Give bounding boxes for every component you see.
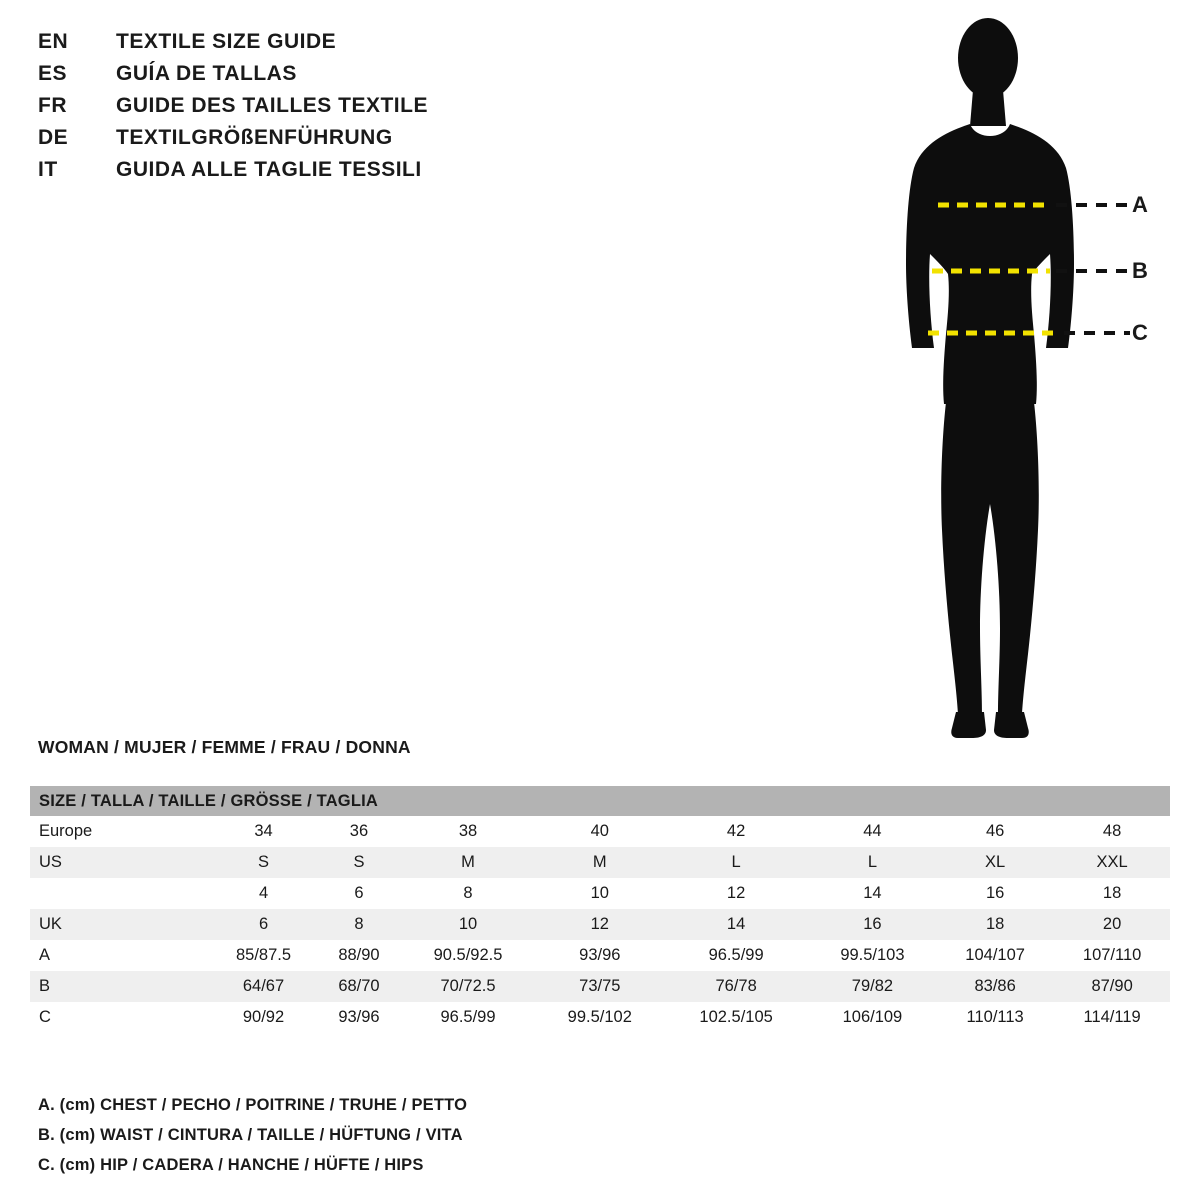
measure-label-c: C xyxy=(1132,320,1148,345)
cell-uk-7: 20 xyxy=(1054,909,1170,940)
cell-usnum-5: 14 xyxy=(809,878,936,909)
cell-uk-3: 12 xyxy=(536,909,663,940)
footnote-waist: B. (cm) WAIST / CINTURA / TAILLE / HÜFTUNG / VITA xyxy=(38,1126,463,1144)
cell-c-6: 110/113 xyxy=(936,1002,1054,1033)
row-label-us: US xyxy=(30,847,209,878)
cell-uk-0: 6 xyxy=(209,909,318,940)
title-lang-es: ES xyxy=(38,62,68,85)
cell-c-5: 106/109 xyxy=(809,1002,936,1033)
title-text-es: GUÍA DE TALLAS xyxy=(116,62,297,85)
cell-c-1: 93/96 xyxy=(318,1002,400,1033)
cell-us-0: S xyxy=(209,847,318,878)
cell-usnum-4: 12 xyxy=(663,878,808,909)
cell-europe-1: 36 xyxy=(318,816,400,847)
table-row xyxy=(30,971,1170,1002)
row-label-uk: UK xyxy=(30,909,209,940)
cell-europe-6: 46 xyxy=(936,816,1054,847)
cell-a-6: 104/107 xyxy=(936,940,1054,971)
cell-c-0: 90/92 xyxy=(209,1002,318,1033)
cell-c-4: 102.5/105 xyxy=(663,1002,808,1033)
cell-europe-0: 34 xyxy=(209,816,318,847)
row-label-c: C xyxy=(30,1002,209,1033)
table-header-row xyxy=(30,786,1170,816)
cell-uk-4: 14 xyxy=(663,909,808,940)
table-header-cell: SIZE / TALLA / TAILLE / GRÖSSE / TAGLIA xyxy=(30,786,1170,816)
table-row xyxy=(30,940,1170,971)
title-lang-fr: FR xyxy=(38,94,67,117)
title-row-it xyxy=(38,158,598,190)
row-label-europe: Europe xyxy=(30,816,209,847)
cell-b-7: 87/90 xyxy=(1054,971,1170,1002)
cell-europe-3: 40 xyxy=(536,816,663,847)
row-label-us-numeric xyxy=(30,878,209,909)
table-row xyxy=(30,1002,1170,1033)
cell-usnum-0: 4 xyxy=(209,878,318,909)
cell-c-2: 96.5/99 xyxy=(400,1002,536,1033)
title-text-de: TEXTILGRÖßENFÜHRUNG xyxy=(116,126,393,149)
cell-usnum-2: 8 xyxy=(400,878,536,909)
cell-a-5: 99.5/103 xyxy=(809,940,936,971)
cell-a-4: 96.5/99 xyxy=(663,940,808,971)
table-row xyxy=(30,847,1170,878)
cell-us-3: M xyxy=(536,847,663,878)
title-block xyxy=(38,30,598,190)
table-row xyxy=(30,909,1170,940)
silhouette-icon xyxy=(860,18,1190,748)
cell-usnum-6: 16 xyxy=(936,878,1054,909)
cell-c-3: 99.5/102 xyxy=(536,1002,663,1033)
title-lang-de: DE xyxy=(38,126,69,149)
title-text-en: TEXTILE SIZE GUIDE xyxy=(116,30,337,53)
cell-us-2: M xyxy=(400,847,536,878)
cell-europe-7: 48 xyxy=(1054,816,1170,847)
measure-label-b: B xyxy=(1132,258,1148,283)
title-text-it: GUIDA ALLE TAGLIE TESSILI xyxy=(116,158,422,181)
title-row-fr xyxy=(38,94,598,126)
table-row xyxy=(30,878,1170,909)
section-heading-woman: WOMAN / MUJER / FEMME / FRAU / DONNA xyxy=(38,737,411,757)
cell-us-1: S xyxy=(318,847,400,878)
title-row-en xyxy=(38,30,598,62)
cell-c-7: 114/119 xyxy=(1054,1002,1170,1033)
cell-usnum-3: 10 xyxy=(536,878,663,909)
cell-a-3: 93/96 xyxy=(536,940,663,971)
title-row-de xyxy=(38,126,598,158)
female-silhouette-figure xyxy=(860,18,1190,748)
cell-uk-6: 18 xyxy=(936,909,1054,940)
footnotes xyxy=(38,1090,738,1180)
title-lang-en: EN xyxy=(38,30,69,53)
cell-us-7: XXL xyxy=(1054,847,1170,878)
cell-b-2: 70/72.5 xyxy=(400,971,536,1002)
cell-europe-2: 38 xyxy=(400,816,536,847)
cell-uk-2: 10 xyxy=(400,909,536,940)
cell-b-0: 64/67 xyxy=(209,971,318,1002)
cell-usnum-7: 18 xyxy=(1054,878,1170,909)
row-label-b: B xyxy=(30,971,209,1002)
footnote-chest: A. (cm) CHEST / PECHO / POITRINE / TRUHE / PETTO xyxy=(38,1096,468,1114)
cell-b-3: 73/75 xyxy=(536,971,663,1002)
footnote-hip: C. (cm) HIP / CADERA / HANCHE / HÜFTE / HIPS xyxy=(38,1156,424,1174)
title-row-es xyxy=(38,62,598,94)
cell-europe-5: 44 xyxy=(809,816,936,847)
size-table xyxy=(30,786,1170,1033)
table-row xyxy=(30,816,1170,847)
measure-label-a: A xyxy=(1132,192,1148,217)
cell-b-5: 79/82 xyxy=(809,971,936,1002)
cell-europe-4: 42 xyxy=(663,816,808,847)
cell-us-6: XL xyxy=(936,847,1054,878)
cell-b-4: 76/78 xyxy=(663,971,808,1002)
cell-a-1: 88/90 xyxy=(318,940,400,971)
row-label-a: A xyxy=(30,940,209,971)
title-text-fr: GUIDE DES TAILLES TEXTILE xyxy=(116,94,428,117)
title-lang-it: IT xyxy=(38,158,58,181)
cell-a-7: 107/110 xyxy=(1054,940,1170,971)
cell-uk-1: 8 xyxy=(318,909,400,940)
cell-a-0: 85/87.5 xyxy=(209,940,318,971)
cell-b-6: 83/86 xyxy=(936,971,1054,1002)
cell-usnum-1: 6 xyxy=(318,878,400,909)
cell-us-5: L xyxy=(809,847,936,878)
cell-uk-5: 16 xyxy=(809,909,936,940)
cell-us-4: L xyxy=(663,847,808,878)
cell-a-2: 90.5/92.5 xyxy=(400,940,536,971)
cell-b-1: 68/70 xyxy=(318,971,400,1002)
